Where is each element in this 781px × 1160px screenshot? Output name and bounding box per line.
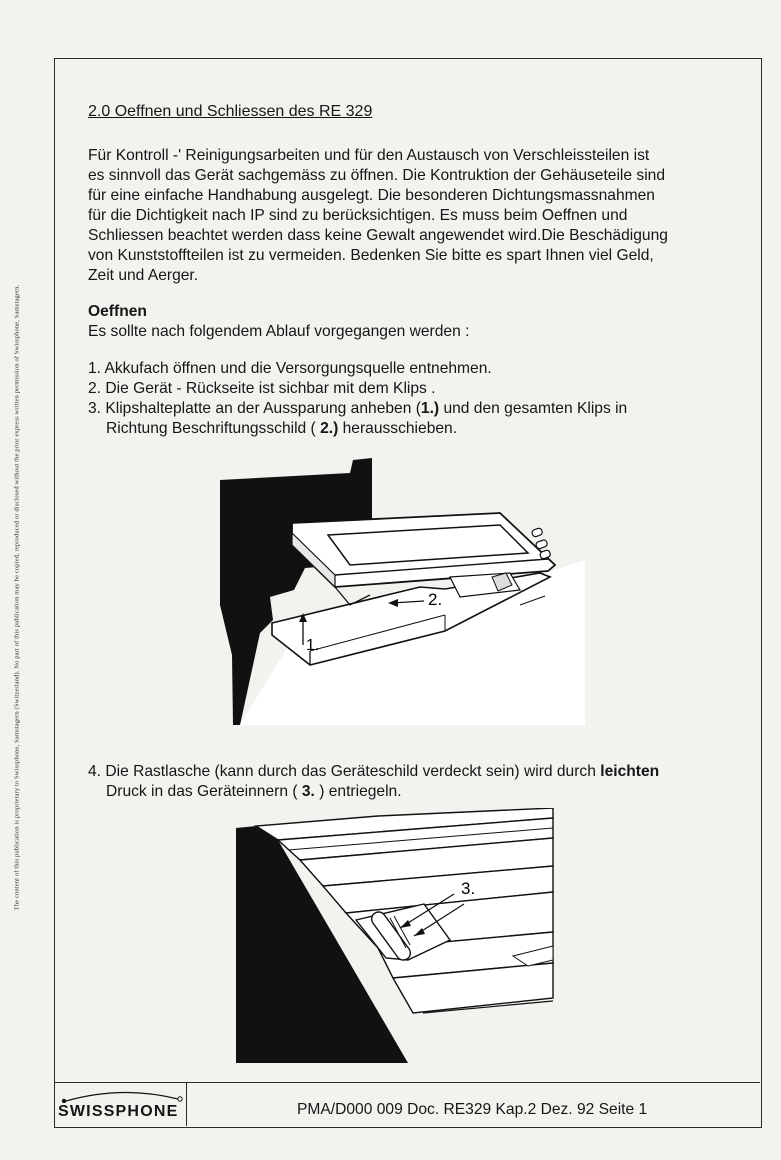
subsection-intro: Es sollte nach folgendem Ablauf vorgegangen werden : [88, 323, 470, 340]
figure-clip-removal [210, 455, 585, 725]
figure-label-1: 1. [306, 637, 320, 654]
step-3: 3. Klipshalteplatte an der Aussparung anheben (1.) und den gesamten Klips in [88, 400, 628, 417]
intro-line: Schliessen beachtet werden dass keine Gewalt angewendet wird.Die Beschädigung [88, 227, 668, 244]
intro-line: Für Kontroll -' Reinigungsarbeiten und für den Austausch von Verschleissteilen ist [88, 147, 650, 164]
section-heading: 2.0 Oeffnen und Schliessen des RE 329 [88, 103, 373, 120]
step-4-cont: Druck in das Geräteinnern ( 3. ) entriegeln. [106, 783, 402, 800]
copyright-margin-note: The content of this publication is proprietary to Swissphone, Samstagern (Switzerland). No part of this publication may be copied, reproduced or disclosed without the prior express written permission of Swissphone, Samstagern. [13, 284, 21, 911]
figure-latch-release [228, 808, 558, 1070]
intro-line: für die Dichtigkeit nach IP sind zu berücksichtigen. Es muss beim Oeffnen und [88, 207, 628, 224]
swissphone-logo: SWISSPHONE [58, 1103, 179, 1120]
subsection-title: Oeffnen [88, 303, 147, 320]
figure-label-3: 3. [461, 879, 476, 898]
intro-line: von Kunststoffteilen ist zu vermeiden. Bedenken Sie bitte es spart Ihnen viel Geld, [88, 247, 654, 264]
logo-arc-icon [60, 1089, 184, 1103]
step-2: 2. Die Gerät - Rückseite ist sichbar mit dem Klips . [88, 380, 436, 397]
intro-line: es sinnvoll das Gerät sachgemäss zu öffnen. Die Kontruktion der Gehäuseteile sind [88, 167, 666, 184]
step-4: 4. Die Rastlasche (kann durch das Geräteschild verdeckt sein) wird durch leichten [88, 763, 660, 780]
figure-label-2: 2. [428, 590, 443, 609]
intro-line: für eine einfache Handhabung ausgelegt. Die besonderen Dichtungsmassnahmen [88, 187, 655, 204]
intro-line: Zeit und Aerger. [88, 267, 199, 284]
footer-doc-info: PMA/D000 009 Doc. RE329 Kap.2 Dez. 92 Seite 1 [297, 1101, 648, 1118]
step-1: 1. Akkufach öffnen und die Versorgungsquelle entnehmen. [88, 360, 492, 377]
step-3-cont: Richtung Beschriftungsschild ( 2.) herausschieben. [106, 420, 458, 437]
